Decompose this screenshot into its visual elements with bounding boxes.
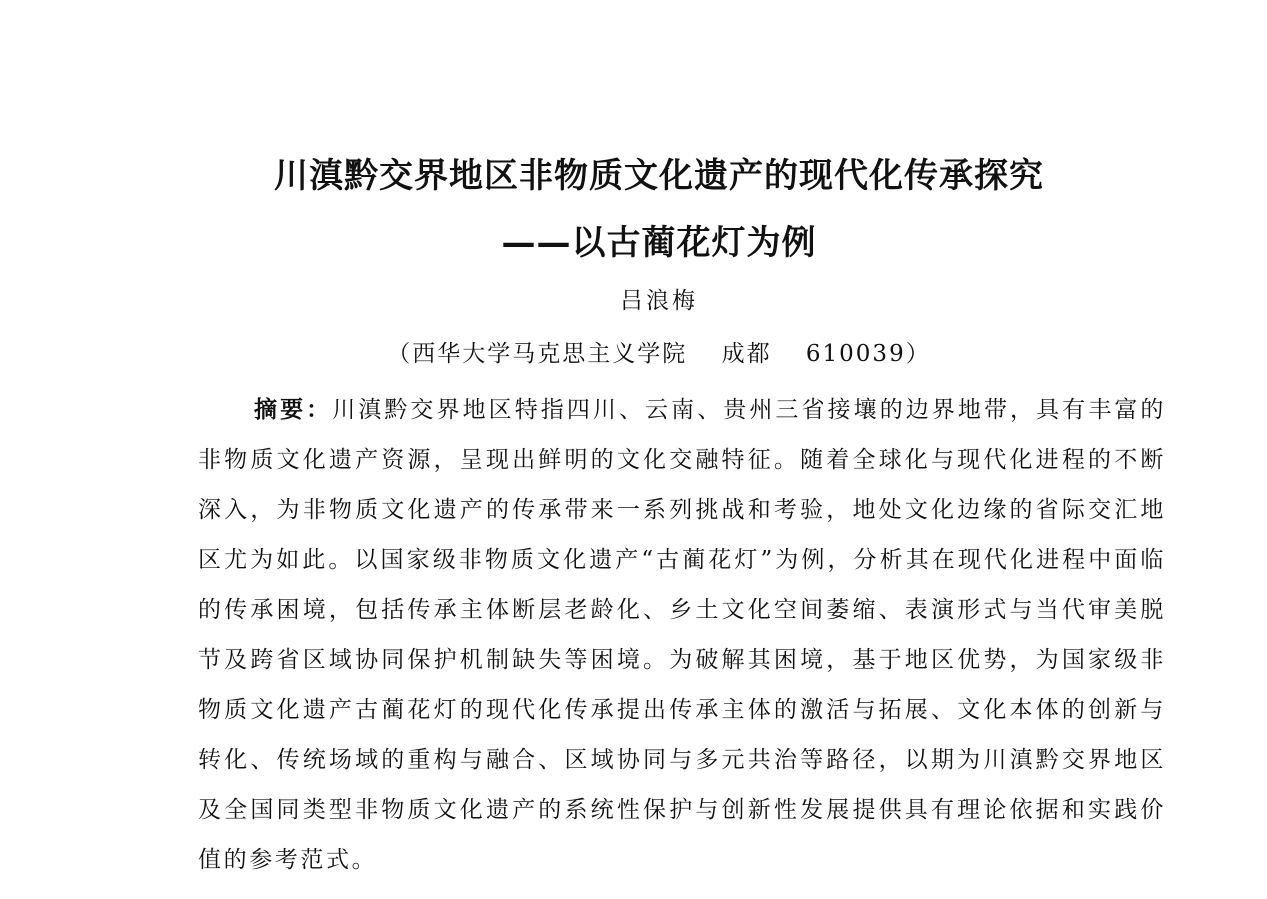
author-affiliation: （西华大学马克思主义学院 成都 610039） (387, 341, 931, 367)
abstract-paragraph (198, 385, 1166, 885)
author-name: 吕浪梅 (620, 288, 698, 314)
abstract-text: 川滇黔交界地区特指四川、云南、贵州三省接壤的边界地带，具有丰富的非物质文化遗产资源，呈现出鲜明的文化交融特征。随着全球化与现代化进程的不断深入，为非物质文化遗产的传承带来一系列挑战和考验，地处文化边缘的省际交汇地区尤为如此。以国家级非物质文化遗产“古蔺花灯”为例，分析其在现代化进程中面临的传承困境，包括传承主体断层老龄化、乡土文化空间萎缩、表演形式与当代审美脱节及跨省区域协同保护机制缺失等困境。为破解其困境，基于地区优势，为国家级非物质文化遗产古蔺花灯的现代化传承提出传承主体的激活与拓展、文化本体的创新与转化、传统场域的重构与融合、区域协同与多元共治等路径，以期为川滇黔交界地区及全国同类型非物质文化遗产的系统性保护与创新性发展提供具有理论依据和实践价值的参考范式。 (198, 397, 1166, 873)
abstract-label: 摘要： (254, 397, 333, 423)
paper-subtitle: ——以古蔺花灯为例 (501, 223, 817, 263)
paper-title: 川滇黔交界地区非物质文化遗产的现代化传承探究 (274, 156, 1044, 196)
